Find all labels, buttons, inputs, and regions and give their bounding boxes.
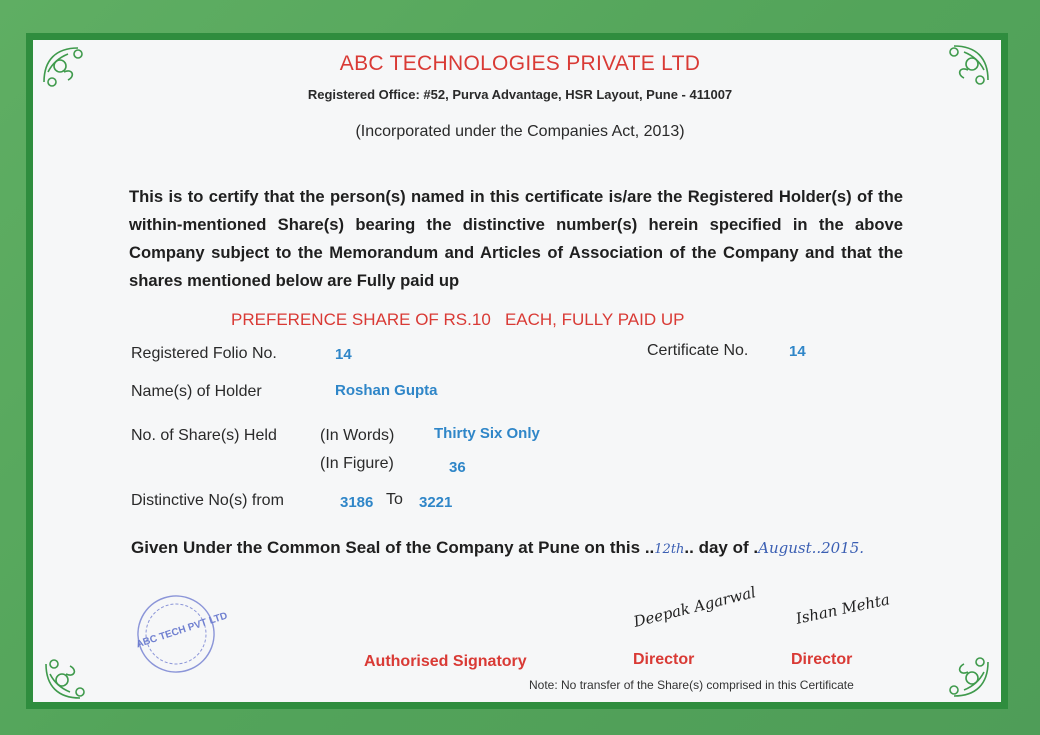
- certificate-value: 14: [789, 343, 806, 360]
- given-month-year: August..2015.: [758, 539, 865, 557]
- holder-label: Name(s) of Holder: [131, 383, 262, 400]
- in-figure-value: 36: [449, 459, 466, 476]
- distinctive-to-value: 3221: [419, 494, 453, 511]
- director1-label: Director: [633, 651, 695, 668]
- incorporation-note: (Incorporated under the Companies Act, 2013): [355, 123, 685, 140]
- corner-ornament-bottom-right-icon: [930, 638, 994, 702]
- certificate-label: Certificate No.: [647, 342, 749, 359]
- certify-paragraph: This is to certify that the person(s) named in this certificate is/are the Registered Holder(s) of the within-mentioned Share(s) bearing the distinctive number(s) herein specified in the above Company subject to the Memorandum and Articles of Association of the Company and that the shares mentioned below are Fully paid up: [129, 187, 903, 290]
- given-prefix: Given Under the Common Seal of the Company at Pune on this ..: [131, 538, 655, 557]
- transfer-note: Note: No transfer of the Share(s) comprised in this Certificate: [529, 678, 854, 692]
- given-under-seal-line: [131, 538, 864, 558]
- director1-signature: Deepak Agarwal: [631, 583, 758, 631]
- distinctive-from-value: 3186: [340, 494, 374, 511]
- in-words-label: (In Words): [320, 427, 395, 444]
- in-words-value: Thirty Six Only: [434, 425, 540, 442]
- holder-value: Roshan Gupta: [335, 382, 438, 399]
- director2-signature: Ishan Mehta: [794, 590, 892, 628]
- given-mid: .. day of .: [684, 538, 759, 557]
- company-name: ABC TECHNOLOGIES PRIVATE LTD: [339, 52, 701, 75]
- folio-label: Registered Folio No.: [131, 345, 277, 362]
- folio-value: 14: [335, 346, 352, 363]
- in-figure-label: (In Figure): [320, 455, 394, 472]
- corner-ornament-bottom-left-icon: [40, 640, 104, 704]
- given-day: 12th: [654, 542, 685, 557]
- seal-text: ABC TECH PVT LTD: [134, 610, 229, 651]
- authorised-signatory-label: Authorised Signatory: [364, 653, 527, 670]
- share-type: PREFERENCE SHARE OF RS.10 EACH, FULLY PAID UP: [231, 310, 685, 329]
- distinctive-label: Distinctive No(s) from: [131, 492, 284, 509]
- shares-label: No. of Share(s) Held: [131, 427, 277, 444]
- registered-office: Registered Office: #52, Purva Advantage, HSR Layout, Pune - 411007: [307, 87, 733, 102]
- director2-label: Director: [791, 651, 853, 668]
- distinctive-to-label: To: [386, 491, 403, 508]
